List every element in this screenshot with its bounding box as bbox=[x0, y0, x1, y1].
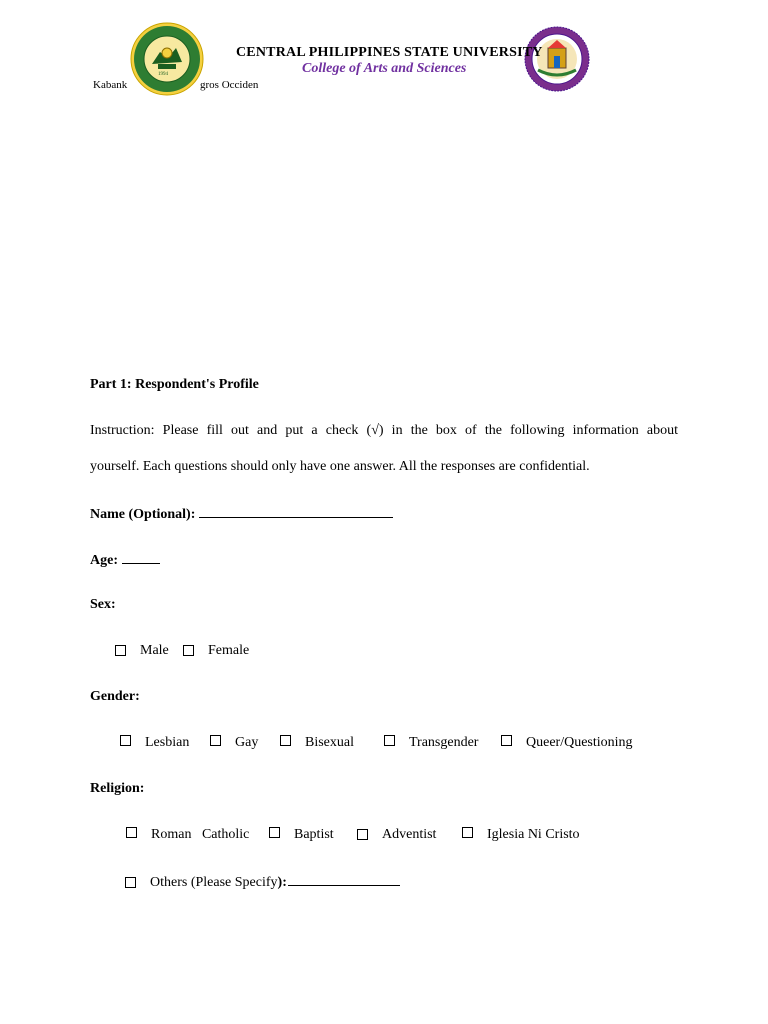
checkbox-female[interactable] bbox=[183, 645, 194, 656]
option-bisexual: Bisexual bbox=[305, 735, 354, 750]
part-title: Part 1: Respondent's Profile bbox=[90, 377, 259, 392]
option-female: Female bbox=[208, 643, 250, 658]
option-transgender: Transgender bbox=[409, 735, 479, 750]
checkbox-bisexual[interactable] bbox=[280, 735, 291, 746]
checkbox-gay[interactable] bbox=[210, 735, 221, 746]
religion-label: Religion: bbox=[90, 781, 145, 796]
others-blank[interactable] bbox=[288, 873, 400, 886]
instruction-line-1: Instruction: Please fill out and put a check (√) in the box of the following information about bbox=[90, 423, 678, 438]
checkbox-queer-questioning[interactable] bbox=[501, 735, 512, 746]
option-adventist: Adventist bbox=[382, 827, 437, 842]
sex-label: Sex: bbox=[90, 597, 116, 612]
option-lesbian: Lesbian bbox=[145, 735, 190, 750]
name-blank[interactable] bbox=[199, 505, 393, 518]
address-right: gros Occiden bbox=[200, 79, 259, 91]
checkbox-others[interactable] bbox=[125, 877, 136, 888]
instruction-line-2: yourself. Each questions should only have one answer. All the responses are confidential. bbox=[90, 459, 590, 474]
university-name: CENTRAL PHILIPPINES STATE UNIVERSITY bbox=[236, 45, 543, 60]
checkbox-adventist[interactable] bbox=[357, 829, 368, 840]
option-iglesia-ni-cristo: Iglesia Ni Cristo bbox=[487, 827, 580, 842]
checkbox-iglesia-ni-cristo[interactable] bbox=[462, 827, 473, 838]
option-male: Male bbox=[140, 643, 169, 658]
age-row bbox=[90, 551, 160, 569]
college-name: College of Arts and Sciences bbox=[302, 61, 467, 76]
gender-label: Gender: bbox=[90, 689, 140, 704]
checkbox-lesbian[interactable] bbox=[120, 735, 131, 746]
seal-year: 1994 bbox=[158, 72, 168, 77]
others-row bbox=[150, 873, 400, 891]
cpsu-seal-logo bbox=[130, 22, 204, 96]
address-left: Kabank bbox=[93, 79, 128, 91]
option-gay: Gay bbox=[235, 735, 259, 750]
option-roman-catholic: Roman Catholic bbox=[151, 827, 250, 842]
checkbox-male[interactable] bbox=[115, 645, 126, 656]
checkbox-roman-catholic[interactable] bbox=[126, 827, 137, 838]
age-blank[interactable] bbox=[122, 551, 160, 564]
name-row bbox=[90, 505, 393, 523]
checkbox-transgender[interactable] bbox=[384, 735, 395, 746]
others-label: Others (Please Specify bbox=[150, 875, 278, 890]
option-queer-questioning: Queer/Questioning bbox=[526, 735, 633, 750]
others-suffix: ): bbox=[277, 875, 287, 890]
checkbox-baptist[interactable] bbox=[269, 827, 280, 838]
option-baptist: Baptist bbox=[294, 827, 334, 842]
name-label: Name (Optional): bbox=[90, 507, 196, 522]
age-label: Age: bbox=[90, 553, 118, 568]
